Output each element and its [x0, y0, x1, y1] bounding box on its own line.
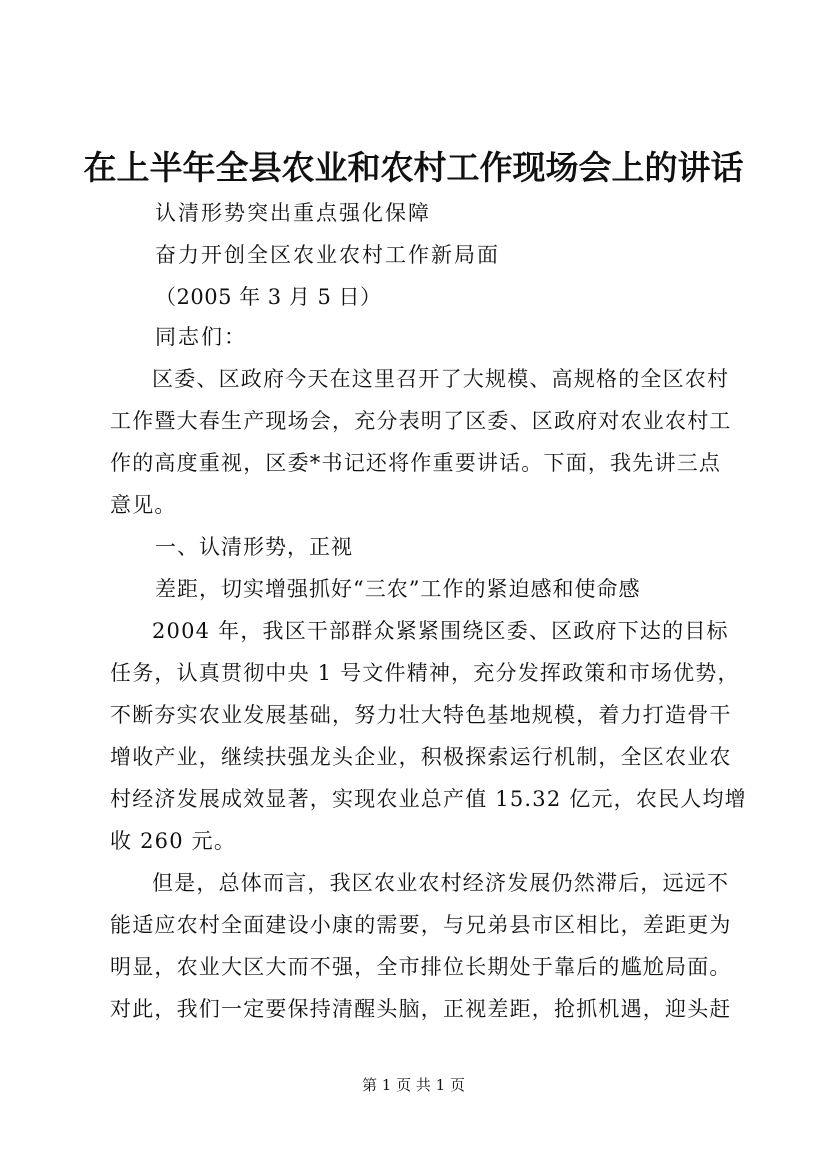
paragraph-2-line: 收 260 元。 [110, 829, 237, 853]
paragraph-2-line: 不断夯实农业发展基础，努力壮大特色基地规模，着力打造骨干 [110, 703, 732, 727]
paragraph-1-line: 工作暨大春生产现场会，充分表明了区委、区政府对农业农村工 [110, 409, 732, 433]
paragraph-3-line: 明显，农业大区大而不强，全市排位长期处于靠后的尴尬局面。 [110, 955, 732, 979]
paragraph-2-line: 村经济发展成效显著，实现农业总产值 15.32 亿元，农民人均增 [110, 787, 747, 811]
page-number-footer: 第 1 页 共 1 页 [362, 1076, 465, 1094]
paragraph-3-line: 能适应农村全面建设小康的需要，与兄弟县市区相比，差距更为 [110, 913, 732, 937]
paragraph-1-line: 作的高度重视，区委*书记还将作重要讲话。下面，我先讲三点 [110, 451, 722, 475]
paragraph-2-line: 任务，认真贯彻中央 1 号文件精神，充分发挥政策和市场优势， [110, 661, 740, 685]
subtitle-line-1: 认清形势突出重点强化保障 [155, 201, 431, 225]
salutation: 同志们： [155, 325, 247, 349]
section-heading-line-2: 差距，切实增强抓好“三农”工作的紧迫感和使命感 [155, 577, 641, 601]
document-title: 在上半年全县农业和农村工作现场会上的讲话 [83, 148, 744, 187]
paragraph-2-line: 增收产业，继续扶强龙头企业，积极探索运行机制，全区农业农 [110, 745, 732, 769]
paragraph-1-line: 区委、区政府今天在这里召开了大规模、高规格的全区农村 [152, 367, 730, 391]
date-line: （2005 年 3 月 5 日） [155, 285, 382, 309]
paragraph-1-line: 意见。 [110, 493, 177, 517]
subtitle-line-2: 奋力开创全区农业农村工作新局面 [155, 243, 500, 267]
paragraph-2-line: 2004 年，我区干部群众紧紧围绕区委、区政府下达的目标 [152, 619, 729, 643]
paragraph-3-line: 但是，总体而言，我区农业农村经济发展仍然滞后，远远不 [152, 871, 730, 895]
section-heading-line-1: 一、认清形势，正视 [155, 535, 353, 559]
paragraph-3-line: 对此，我们一定要保持清醒头脑，正视差距，抢抓机遇，迎头赶 [110, 997, 732, 1021]
